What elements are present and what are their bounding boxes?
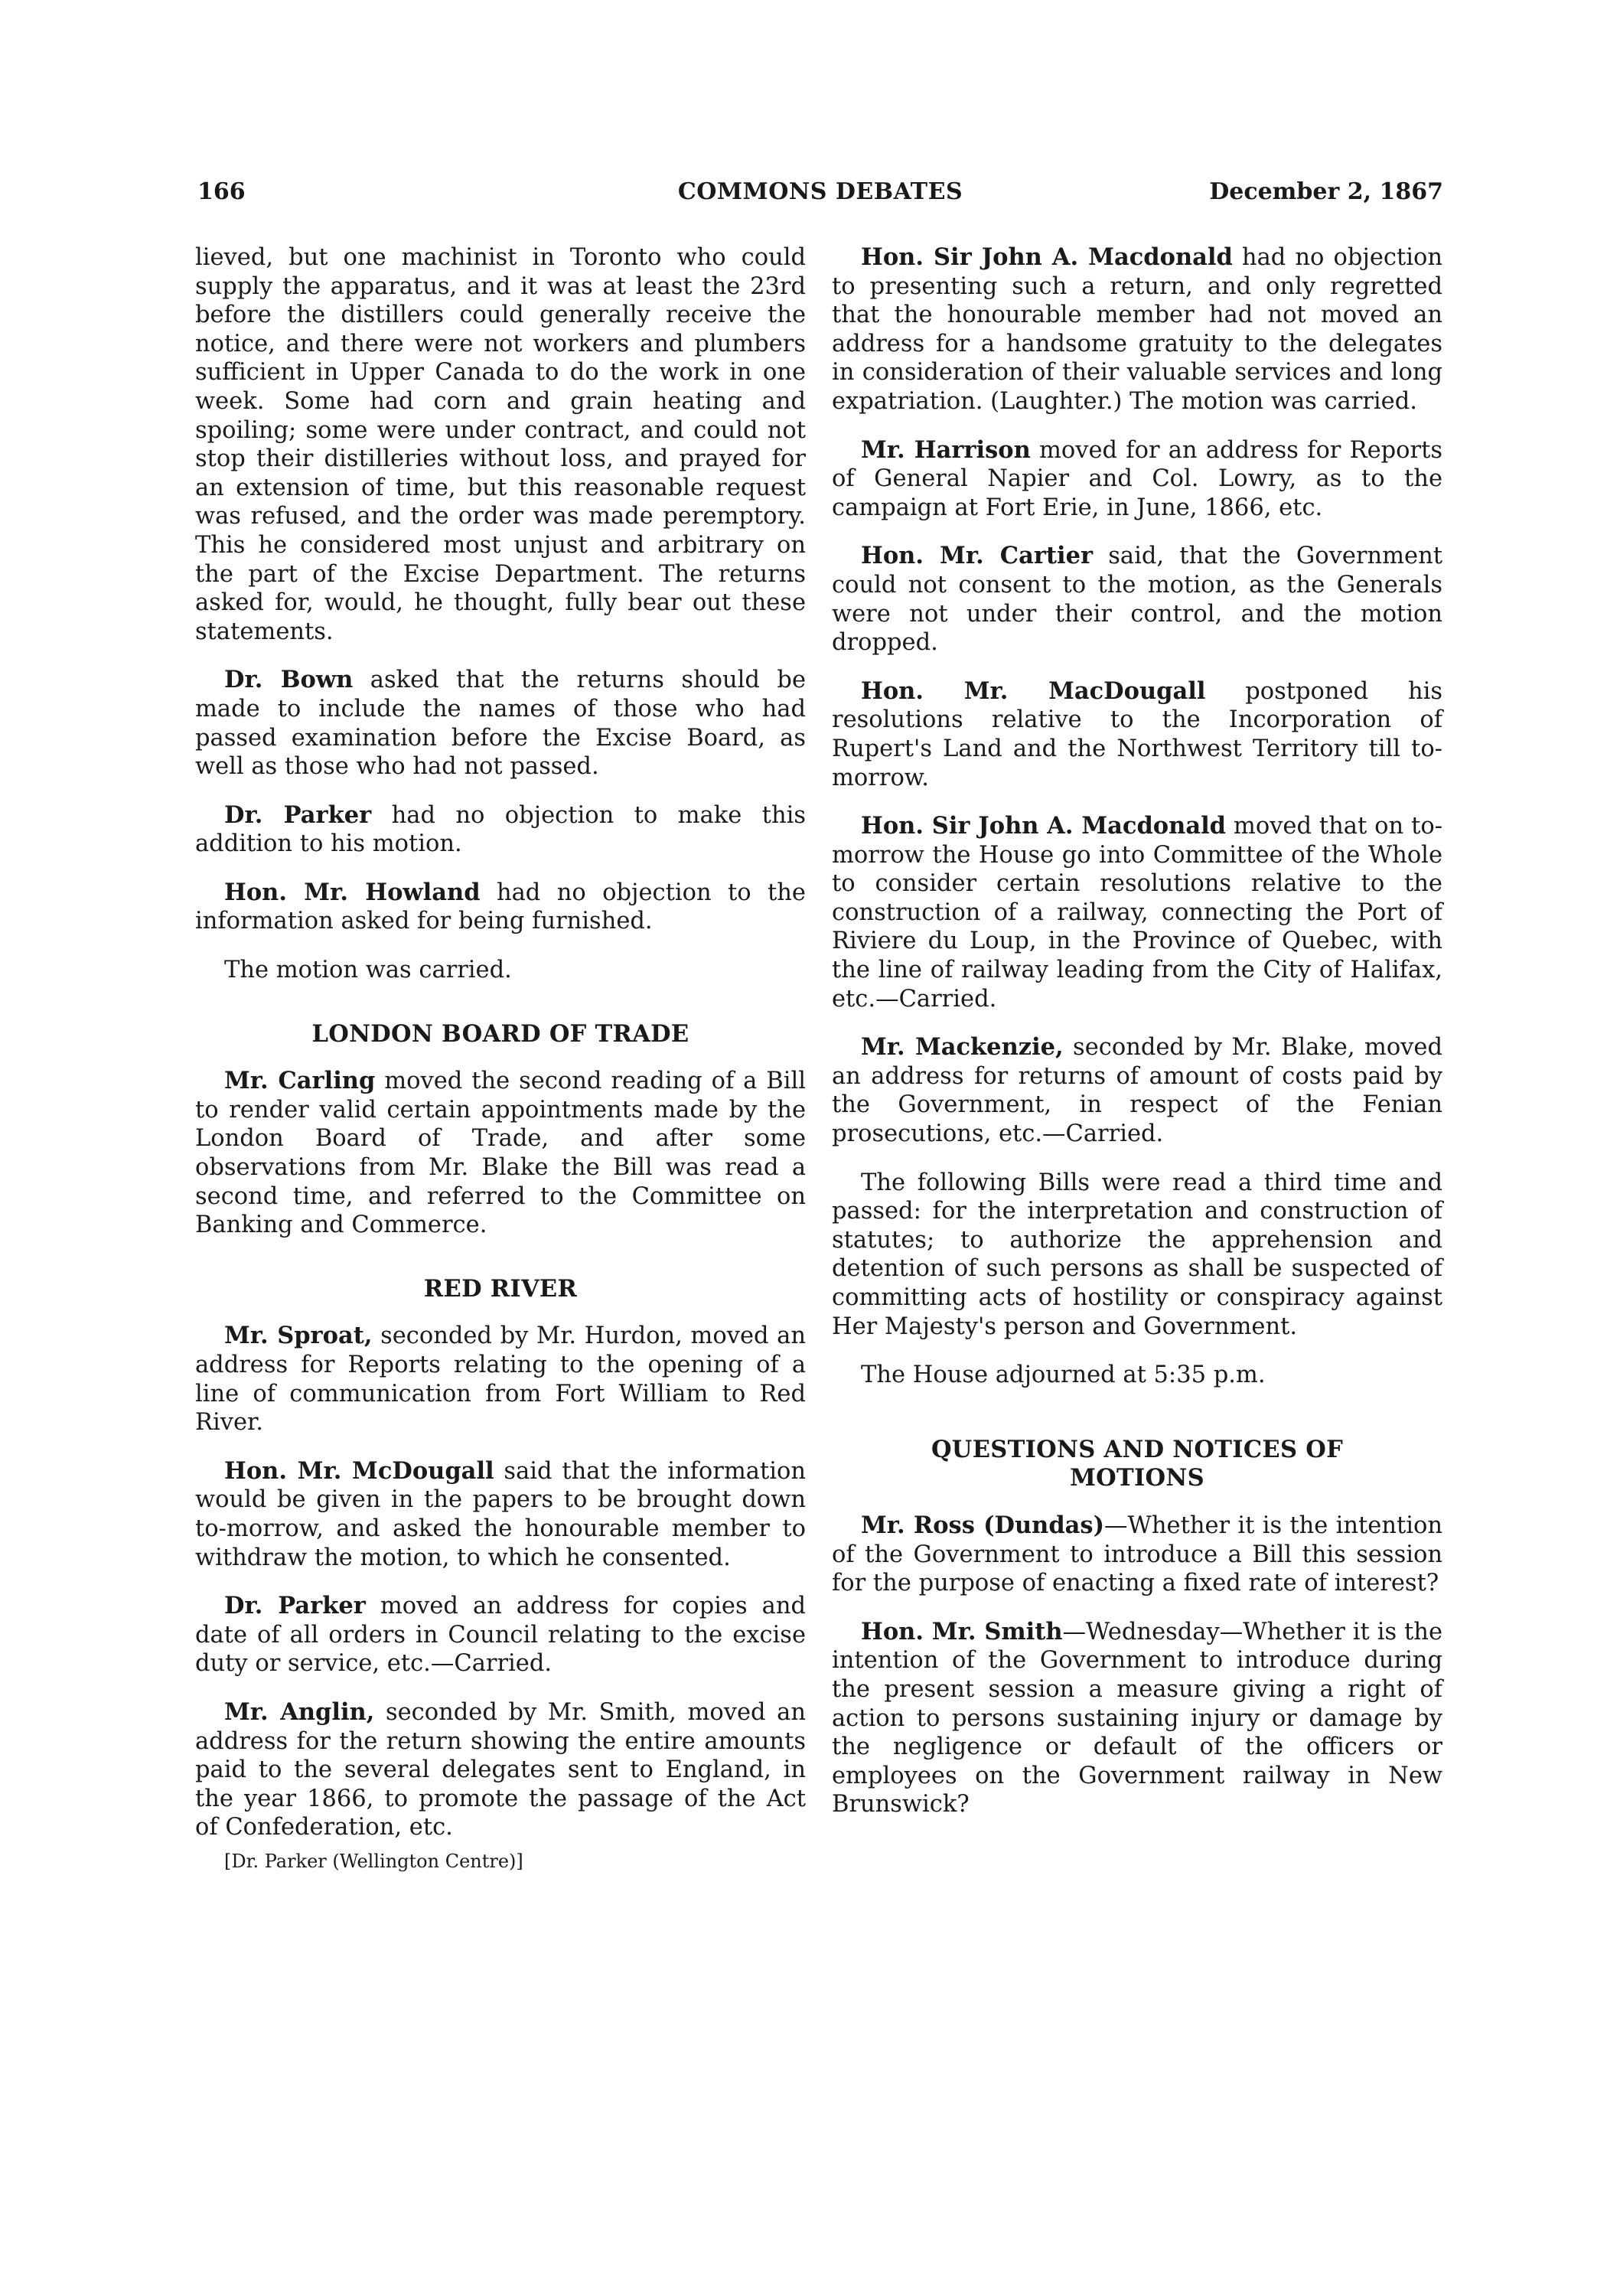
speech-text: postponed his resolutions relative to the Incorporation of Rupert's Land and the Northwest Territory till to-morrow. bbox=[832, 677, 1442, 791]
speaker-name: Mr. Sproat, bbox=[224, 1322, 373, 1350]
paragraph: The House adjourned at 5:35 p.m. bbox=[861, 1362, 1266, 1389]
paragraph bbox=[832, 1512, 1442, 1598]
section-heading: QUESTIONS AND NOTICES OF MOTIONS bbox=[931, 1435, 1344, 1492]
speaker-footnote: [Dr. Parker (Wellington Centre)] bbox=[224, 1850, 523, 1872]
paragraph: The motion was carried. bbox=[224, 957, 512, 984]
paragraph bbox=[195, 1592, 806, 1678]
publication-date: December 2, 1867 bbox=[1209, 178, 1443, 205]
speaker-name: Hon. Mr. Howland bbox=[224, 878, 481, 906]
paragraph bbox=[832, 1033, 1442, 1148]
speaker-name: Dr. Parker bbox=[224, 801, 372, 829]
speech-text: moved the second reading of a Bill to render valid certain appointments made by the London Board of Trade, and after some observations from Mr. Blake the Bill was read a second time, and referred to the Committee on Banking and Commerce. bbox=[195, 1068, 806, 1239]
paragraph bbox=[195, 801, 806, 859]
paragraph bbox=[195, 879, 806, 936]
paragraph bbox=[195, 1698, 806, 1842]
publication-title: COMMONS DEBATES bbox=[677, 178, 963, 205]
speaker-name: Hon. Mr. McDougall bbox=[224, 1456, 494, 1485]
section-heading: RED RIVER bbox=[423, 1274, 578, 1303]
speech-text: moved an address for copies and date of all orders in Council relating to the excise duty or service, etc.—Carried. bbox=[195, 1593, 806, 1678]
speaker-name: Hon. Mr. Cartier bbox=[861, 542, 1094, 570]
speaker-name: Dr. Bown bbox=[224, 666, 354, 694]
paragraph bbox=[195, 1457, 806, 1572]
paragraph bbox=[195, 1067, 806, 1240]
speaker-name: Mr. Anglin, bbox=[224, 1698, 375, 1726]
page-header bbox=[197, 178, 1443, 217]
left-column bbox=[195, 243, 806, 1873]
speaker-name: Mr. Ross (Dundas) bbox=[861, 1511, 1105, 1539]
speech-text: had no objection to presenting such a return, and only regretted that the honourable member had not moved an address for a handsome gratuity to the delegates in consideration of their valuable services and long expatriation. (Laughter.) The motion was carried. bbox=[832, 244, 1442, 415]
paragraph bbox=[832, 243, 1442, 416]
speech-text: —Whether it is the intention of the Government to introduce a Bill this session for the purpose of enacting a fixed rate of interest? bbox=[832, 1512, 1442, 1597]
right-column bbox=[832, 243, 1442, 1839]
speech-text: said, that the Government could not consent to the motion, as the Generals were not under their control, and the motion dropped. bbox=[832, 543, 1442, 657]
speech-text: had no objection to the information asked for being furnished. bbox=[195, 879, 806, 935]
paragraph bbox=[195, 666, 806, 781]
speech-text: had no objection to make this addition to his motion. bbox=[195, 801, 806, 858]
speaker-name: Mr. Mackenzie, bbox=[861, 1033, 1064, 1062]
paragraph bbox=[832, 1618, 1442, 1819]
paragraph bbox=[832, 812, 1442, 1013]
speech-text: said that the information would be given in the papers to be brought down to-morrow, and asked the honourable member to withdraw the motion, to which he consented. bbox=[195, 1457, 806, 1571]
speaker-name: Mr. Harrison bbox=[861, 435, 1031, 464]
speaker-name: Mr. Carling bbox=[224, 1067, 376, 1095]
paragraph: The following Bills were read a third time and passed: for the interpretation and construction of statutes; to authorize the apprehension and detention of such persons as shall be suspected of committing acts of hostility or conspiracy against Her Majesty's person and Government. bbox=[832, 1169, 1442, 1340]
paragraph bbox=[195, 1322, 806, 1437]
speech-text: seconded by Mr. Hurdon, moved an address for Reports relating to the opening of a line of communication from Fort William to Red River. bbox=[195, 1322, 806, 1437]
speech-text: —Wednesday—Whether it is the intention of the Government to introduce during the present session a measure giving a right of action to persons sustaining injury or damage by the negligence or default of the officers or employees on the Government railway in New Brunswick? bbox=[832, 1618, 1442, 1818]
speaker-name: Dr. Parker bbox=[224, 1592, 366, 1620]
paragraph bbox=[832, 436, 1442, 523]
speech-text: seconded by Mr. Blake, moved an address for returns of amount of costs paid by the Government, in respect of the Fenian prosecutions, etc.—Carried. bbox=[832, 1034, 1442, 1148]
section-heading: LONDON BOARD OF TRADE bbox=[311, 1019, 689, 1048]
speaker-name: Hon. Sir John A. Macdonald bbox=[861, 812, 1226, 840]
speaker-name: Hon. Mr. MacDougall bbox=[861, 677, 1206, 705]
speaker-name: Hon. Mr. Smith bbox=[861, 1617, 1063, 1645]
paragraph: lieved, but one machinist in Toronto who could supply the apparatus, and it was at least the 23rd before the distillers could generally receive the notice, and there were not workers and plumbers sufficient in Upper Canada to do the work in one week. Some had corn and grain heating and spoiling; some were under contract, and could not stop their distilleries without loss, and prayed for an extension of time, but this reasonable request was refused, and the order was made peremptory. This he considered most unjust and arbitrary on the part of the Excise Department. The returns asked for, would, he thought, fully bear out these statements. bbox=[195, 244, 806, 645]
paragraph bbox=[832, 677, 1442, 792]
speech-text: moved that on to-morrow the House go into Committee of the Whole to consider certain resolutions relative to the construction of a railway, connecting the Port of Riviere du Loup, in the Province of Quebec, with the line of railway leading from the City of Halifax, etc.—Carried. bbox=[832, 813, 1442, 1013]
speech-text: asked that the returns should be made to include the names of those who had passed examination before the Excise Board, as well as those who had not passed. bbox=[195, 667, 806, 781]
speech-text: seconded by Mr. Smith, moved an address for the return showing the entire amounts paid to the several delegates sent to England, in the year 1866, to promote the passage of the Act of Confederation, etc. bbox=[195, 1698, 806, 1841]
speaker-name: Hon. Sir John A. Macdonald bbox=[861, 243, 1233, 271]
page-number: 166 bbox=[197, 178, 246, 205]
speech-text: moved for an address for Reports of General Napier and Col. Lowry, as to the campaign at Fort Erie, in June, 1866, etc. bbox=[832, 436, 1442, 521]
paragraph bbox=[832, 542, 1442, 657]
